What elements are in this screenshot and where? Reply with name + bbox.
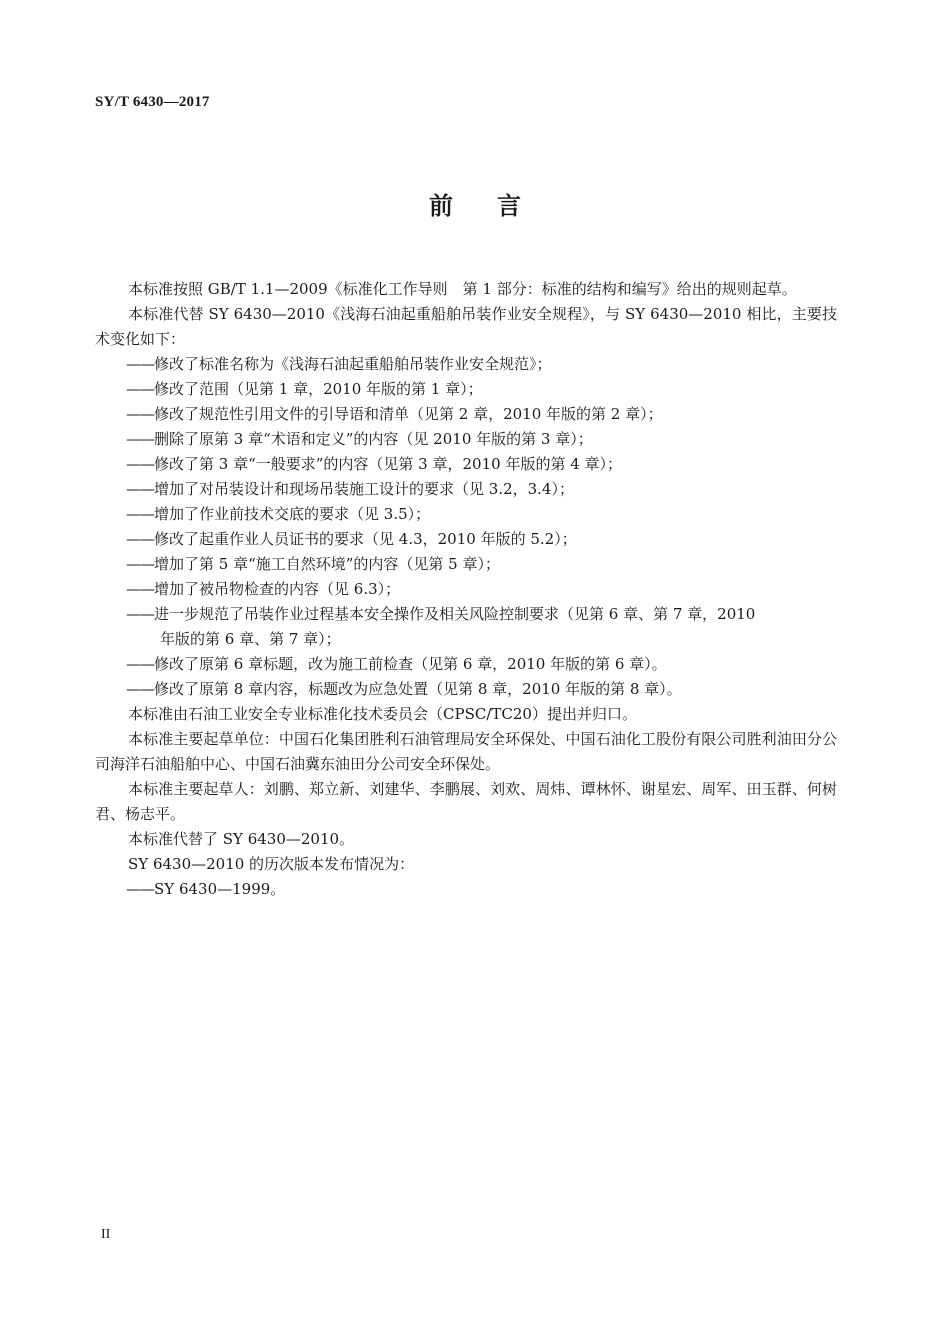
change-item-text: 增加了作业前技术交底的要求（见 3.5）； <box>154 505 431 523</box>
change-item-text: 增加了被吊物检查的内容（见 6.3）； <box>154 580 401 598</box>
document-code-header: SY/T 6430—2017 <box>95 94 210 110</box>
change-item-text: 修改了原第 6 章标题，改为施工前检查（见第 6 章，2010 年版的第 6 章）。 <box>154 655 667 673</box>
list-dash: —— <box>126 655 154 673</box>
change-item-text: 修改了范围（见第 1 章，2010 年版的第 1 章）； <box>154 380 483 398</box>
change-item-text: 进一步规范了吊装作业过程基本安全操作及相关风险控制要求（见第 6 章、第 7 章，2010 <box>154 605 756 623</box>
paragraph-drafting-units: 本标准主要起草单位：中国石化集团胜利石油管理局安全环保处、中国石油化工股份有限公司胜利油田分公司海洋石油船舶中心、中国石油冀东油田分公司安全环保处。 <box>95 730 837 773</box>
history-item-text: SY 6430—1999。 <box>154 880 286 898</box>
intro-paragraph-drafting-rules: 本标准按照 GB/T 1.1—2009《标准化工作导则 第 1 部分：标准的结构和编写》给出的规则起草。 <box>128 280 797 298</box>
change-item <box>95 527 837 552</box>
change-item <box>95 477 837 502</box>
list-dash: —— <box>126 680 154 698</box>
history-item <box>95 877 837 902</box>
change-item-text: 增加了对吊装设计和现场吊装施工设计的要求（见 3.2，3.4）； <box>154 480 574 498</box>
change-item-text: 修改了起重作业人员证书的要求（见 4.3，2010 年版的 5.2）； <box>154 530 577 548</box>
change-item <box>95 502 837 527</box>
change-item <box>95 552 837 577</box>
list-dash: —— <box>126 605 154 623</box>
change-item-text: 增加了第 5 章“施工自然环境”的内容（见第 5 章）； <box>154 555 500 573</box>
change-item <box>95 402 837 427</box>
list-dash: —— <box>126 580 154 598</box>
change-item-text: 删除了原第 3 章“术语和定义”的内容（见 2010 年版的第 3 章）； <box>154 430 593 448</box>
change-item <box>95 602 837 652</box>
list-dash: —— <box>126 380 154 398</box>
change-item <box>95 452 837 477</box>
intro-paragraph-replacement: 本标准代替 SY 6430—2010《浅海石油起重船舶吊装作业安全规程》，与 SY 6430—2010 相比，主要技术变化如下： <box>95 305 837 348</box>
change-item-text: 修改了规范性引用文件的引导语和清单（见第 2 章，2010 年版的第 2 章）； <box>154 405 663 423</box>
list-dash: —— <box>126 480 154 498</box>
page-title: 前言 <box>429 192 565 220</box>
list-dash: —— <box>126 355 154 373</box>
change-item <box>95 377 837 402</box>
change-item <box>95 677 837 702</box>
page-number: II <box>101 1227 111 1242</box>
foreword-body <box>95 277 837 902</box>
change-item-text: 修改了第 3 章“一般要求”的内容（见第 3 章，2010 年版的第 4 章）； <box>154 455 623 473</box>
change-item <box>95 427 837 452</box>
list-dash: —— <box>126 455 154 473</box>
change-item-text: 修改了标准名称为《浅海石油起重船舶吊装作业安全规范》； <box>154 355 552 373</box>
change-item <box>95 352 837 377</box>
change-item <box>95 652 837 677</box>
paragraph-proposer: 本标准由石油工业安全专业标准化技术委员会（CPSC/TC20）提出并归口。 <box>128 705 637 723</box>
change-item-text: 修改了原第 8 章内容，标题改为应急处置（见第 8 章，2010 年版的第 8 章）。 <box>154 680 682 698</box>
changes-list <box>95 352 837 702</box>
list-dash: —— <box>126 505 154 523</box>
list-dash: —— <box>126 555 154 573</box>
change-item-continuation: 年版的第 6 章、第 7 章）； <box>160 630 341 648</box>
change-item <box>95 577 837 602</box>
list-dash: —— <box>126 530 154 548</box>
list-dash: —— <box>126 880 154 898</box>
list-dash: —— <box>126 430 154 448</box>
paragraph-supersedes: 本标准代替了 SY 6430—2010。 <box>128 830 355 848</box>
list-dash: —— <box>126 405 154 423</box>
paragraph-drafters: 本标准主要起草人：刘鹏、郑立新、刘建华、李鹏展、刘欢、周炜、谭林怀、谢星宏、周军、田玉群、何树君、杨志平。 <box>95 780 837 823</box>
paragraph-history-intro: SY 6430—2010 的历次版本发布情况为： <box>128 855 415 873</box>
